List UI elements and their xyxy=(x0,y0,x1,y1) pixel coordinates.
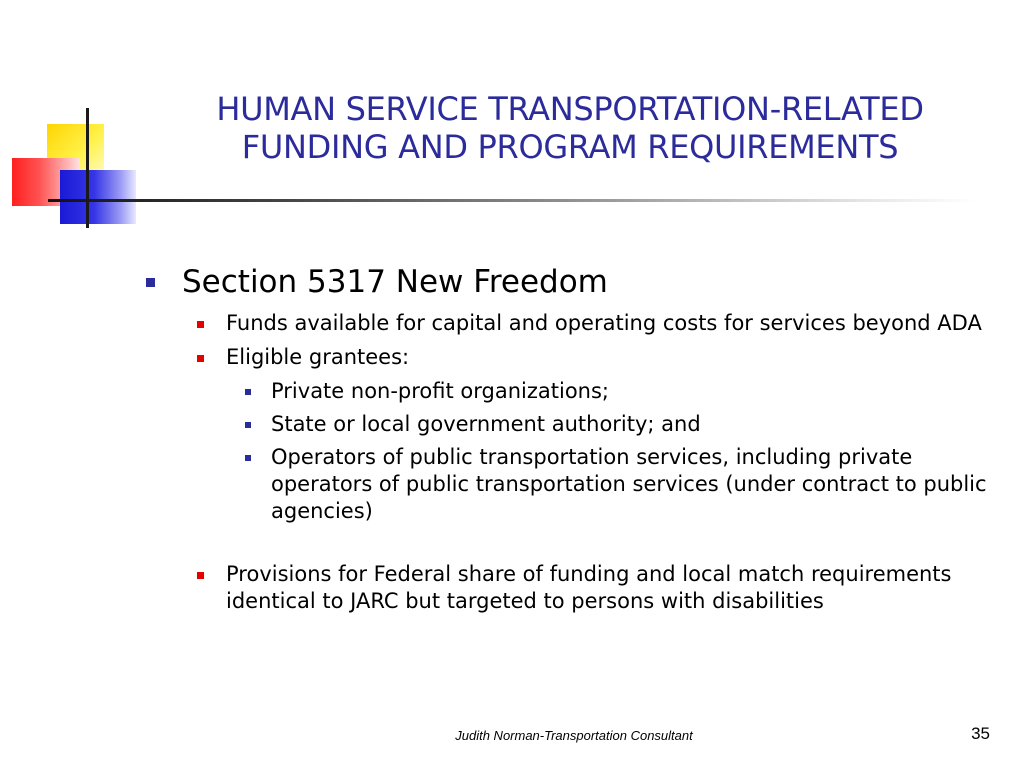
slide-body xyxy=(140,262,1000,622)
bullet-level-2 xyxy=(140,561,1000,615)
square-bullet-icon xyxy=(197,572,204,579)
bullet-level-3 xyxy=(140,378,1000,405)
square-bullet-icon xyxy=(245,422,251,428)
square-bullet-icon xyxy=(197,321,204,328)
title-underline-rule xyxy=(48,199,978,202)
slide-title-line-2: FUNDING AND PROGRAM REQUIREMENTS xyxy=(241,128,899,166)
blue-square-decoration xyxy=(60,170,136,224)
bullet-level-3 xyxy=(140,411,1000,438)
bullet-text-eligible-grantees: Eligible grantees: xyxy=(226,345,410,369)
bullet-text-operators: Operators of public transportation services, including private operators of public transportation services (under contract to public agencies) xyxy=(271,445,987,523)
bullet-text-provisions: Provisions for Federal share of funding and local match requirements identical to JARC but targeted to persons with disabilities xyxy=(226,562,952,613)
bullet-text-funds: Funds available for capital and operating costs for services beyond ADA xyxy=(226,311,982,335)
bullet-level-2 xyxy=(140,344,1000,371)
slide-title xyxy=(130,90,1010,166)
vertical-rule-decoration xyxy=(86,108,89,228)
page-number: 35 xyxy=(971,724,990,743)
square-bullet-icon xyxy=(146,278,155,287)
bullet-level-3 xyxy=(140,444,1000,525)
square-bullet-icon xyxy=(197,355,204,362)
square-bullet-icon xyxy=(245,389,251,395)
bullet-text-state-local-government: State or local government authority; and xyxy=(271,412,701,436)
slide-footer: Judith Norman-Transportation Consultant xyxy=(455,728,693,743)
bullet-text-private-non-profit: Private non-profit organizations; xyxy=(271,379,610,403)
square-bullet-icon xyxy=(245,455,251,461)
bullet-level-2 xyxy=(140,310,1000,337)
slide-title-line-1: HUMAN SERVICE TRANSPORTATION-RELATED xyxy=(216,90,924,128)
bullet-level-1 xyxy=(140,262,1000,302)
bullet-spacer xyxy=(140,531,1000,561)
bullet-text-section-5317: Section 5317 New Freedom xyxy=(182,264,608,300)
